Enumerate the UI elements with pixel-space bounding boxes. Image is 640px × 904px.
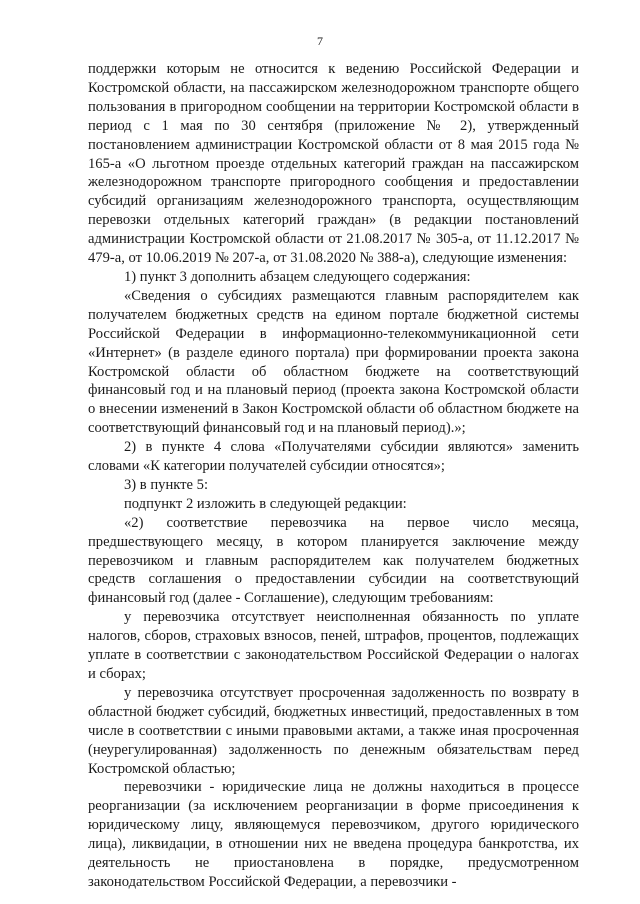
paragraph-continuation: поддержки которым не относится к ведению Российской Федерации и Костромской области, на пассажирском железнодорожном транспорте общего пользования в пригородном сообщении на территории Костромской области в период с 1 мая по 30 сентября (приложение № 2), утвержденный постановлением администрации Костромской области от 8 мая 2015 года № 165-а «О льготном проезде отдельных категорий граждан на пассажирском железнодорожном транспорте пригородного сообщения и предоставлении субсидий организациям железнодорожного транспорта, осуществляющим перевозки отдельных категорий граждан» (в редакции постановлений администрации Костромской области от 21.08.2017 № 305-а, от 11.12.2017 № 479-а, от 10.06.2019 № 207-а, от 31.08.2020 № 388-а), следующие изменения: — [88, 61, 579, 267]
document-body — [88, 60, 579, 892]
page-number: 7 — [317, 34, 323, 48]
paragraph-requirement-taxes: у перевозчика отсутствует неисполненная обязанность по уплате налогов, сборов, страховых взносов, пеней, штрафов, процентов, подлежащих уплате в соответствии с законодательством Российской Федерации о налогах и сборах; — [88, 609, 579, 682]
paragraph-item-1: 1) пункт 3 дополнить абзацем следующего содержания: — [124, 268, 471, 285]
paragraph-subitem-2-text: «2) соответствие перевозчика на первое число месяца, предшествующего месяцу, в котором планируется заключение между перевозчиком и главным распорядителем как получателем бюджетных средств соглашения о предоставлении субсидии на соответствующий финансовый год (далее - Соглашение), следующим требованиям: — [88, 514, 579, 607]
paragraph-item-3: 3) в пункте 5: — [124, 476, 209, 493]
paragraph-subitem-2-heading: подпункт 2 изложить в следующей редакции: — [124, 495, 407, 512]
paragraph-requirement-debt: у перевозчика отсутствует просроченная задолженность по возврату в областной бюджет субсидий, бюджетных инвестиций, предоставленных в том числе в соответствии с иными правовыми актами, а также иная просроченная (неурегулированная) задолженность по денежным обязательствам перед Костромской областью; — [88, 684, 579, 777]
paragraph-requirement-reorganization: перевозчики - юридические лица не должны находиться в процессе реорганизации (за исключением реорганизации в форме присоединения к юридическому лицу, являющемуся перевозчиком, другого юридического лица), ликвидации, в отношении них не введена процедура банкротства, их деятельность не приостановлена в порядке, предусмотренном законодательством Российской Федерации, а перевозчики - — [88, 779, 579, 890]
paragraph-quote-subsidy-info: «Сведения о субсидиях размещаются главным распорядителем как получателем бюджетных средств на едином портале бюджетной системы Российской Федерации в информационно-телекоммуникационной сети «Интернет» (в разделе единого портала) при формировании проекта закона Костромской области об областном бюджете на соответствующий финансовый год и на плановый период (проекта закона Костромской области о внесении изменений в Закон Костромской области об областном бюджете на соответствующий финансовый год и на плановый период).»; — [88, 287, 579, 437]
paragraph-item-2: 2) в пункте 4 слова «Получателями субсидии являются» заменить словами «К категории получателей субсидии относятся»; — [88, 439, 579, 475]
